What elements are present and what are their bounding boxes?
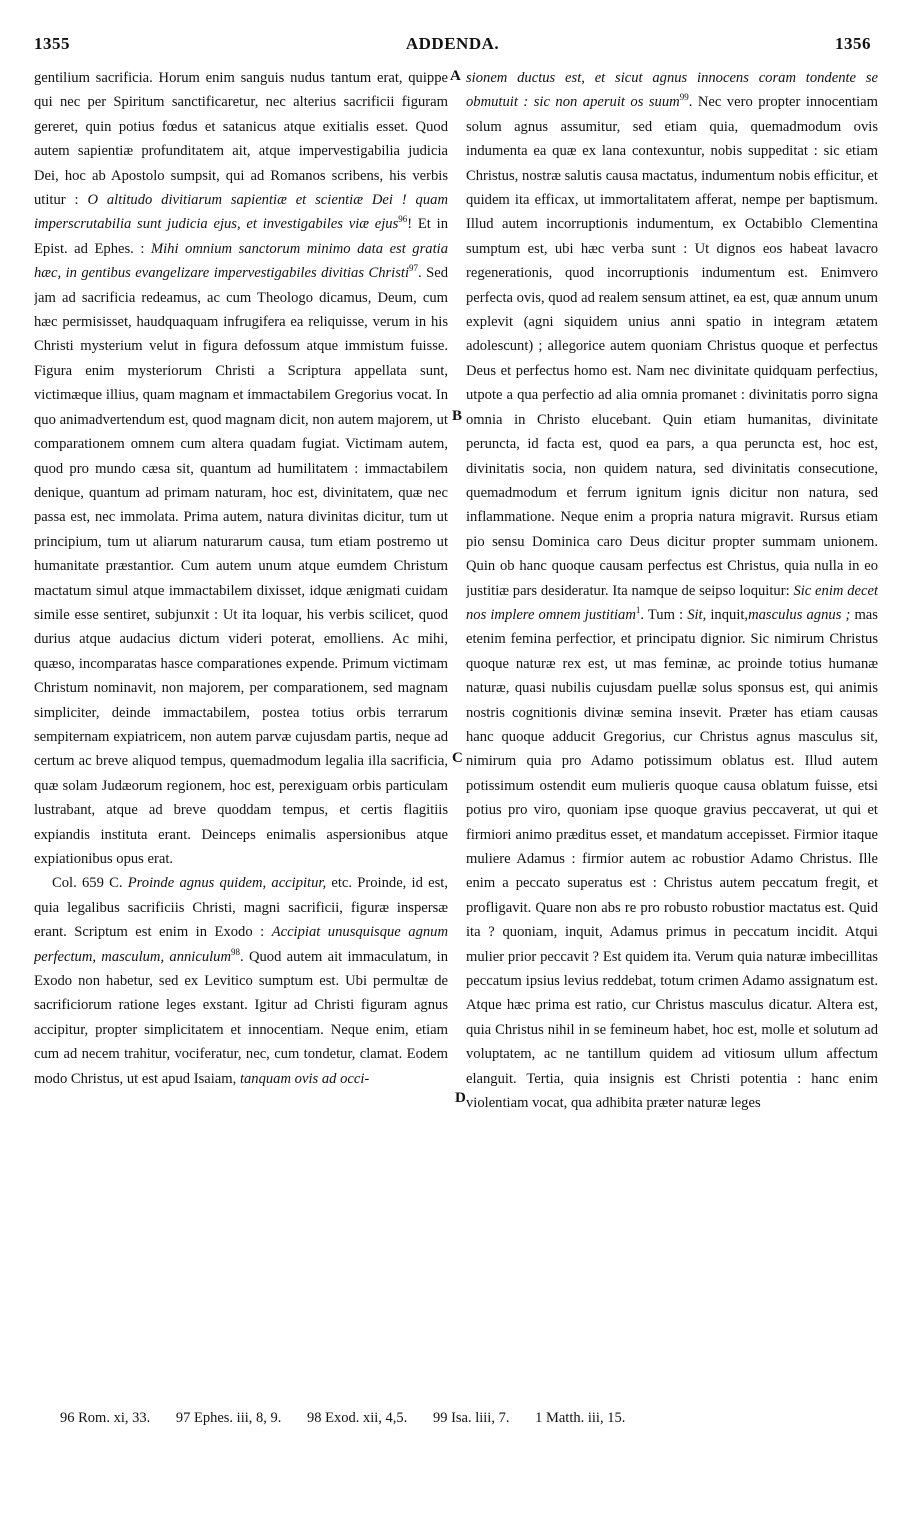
text-run: . Sed jam ad sacrificia redeamus, ac cum Theologo dicamus, Deum, cum hæc permisisset, haudquaquam infrugifera ea reliquisse, verum in his Christi mysterium velut in figura defossum atque immistum fuisse. Figura enim mysteriorum Christi a Scriptura appellata sunt, victimæque illius, quam magnam et immactabilem Gregorius vocat. In quo animadvertendum est, quod magnam dicit, non autem majorem, ut comparationem omnem cum altera quadam fugiat. Victimam autem, quod pro mundo cæsa sit, quantum ad humilitatem : immactabilem denique, quantum ad primam naturam, hoc est, divinitatem, quæ nec passa est, nec immolata. Prima autem, natura divinitas dicitur, tum ut principium, tum ut aliarum naturarum causa, tum etiam postremo ut humanitate præstantior. Cum autem unum atque eumdem Christum mactatum simul atque immactabilem dixisset, idque ænigmati cuidam simile esse sentiret, subjunxit : Ut ita loquar, his verbis scilicet, quod durius atque audacius dictum videri poterat, emolliens. Ac mihi, quæso, incomparatas hasce comparationes expende. Primum victimam Christum nominavit, non majorem, per comparationem, sed magnam simpliciter, deinde immactabilem, postea totius orbis terrarum sempiternam expiatricem, non autem parvæ cujusdam partis, neque ad certum ac breve aliquod tempus, quemadmodum legalia illa sacrificia, quæ solam Judæorum regionem, hoc est, perexiguam orbis particulam lustrabant, atque ad breve quoddam tempus, et certis flagitiis expiandis instituta erant. Deinceps enimalis aspersionibus atque expiationibus opus erat.	[34, 265, 448, 867]
left-column	[34, 66, 448, 1386]
left-page-number: 1355	[34, 34, 70, 53]
margin-marker-b: B	[452, 408, 463, 424]
footnote-ref-98: 98	[231, 946, 241, 957]
right-column	[466, 66, 878, 1386]
footnote-ref-96: 96	[398, 214, 408, 225]
margin-marker-a: A	[450, 68, 461, 84]
right-paragraph-1	[466, 66, 878, 1115]
right-page-number: 1356	[835, 34, 871, 53]
italic-quote: O altitudo divitiarum sapientiæ et scientiæ Dei ! quam imperscrutabilia sunt judicia ejus, et investigabiles viæ ejus	[34, 192, 448, 233]
text-run: ! Et in Epist. ad Ephes. :	[34, 216, 448, 257]
italic-quote: tanquam ovis ad occi-	[239, 1070, 370, 1087]
footnote: 99 Isa. liii, 7.	[432, 1410, 510, 1426]
running-title: ADDENDA.	[405, 34, 500, 53]
footnotes	[60, 1408, 831, 1428]
column-reference: Col. 659 C.	[52, 875, 123, 892]
footnote: 97 Ephes. iii, 8, 9.	[175, 1410, 282, 1426]
italic-quote: Accipiat unusquisque agnum perfectum, masculum, anniculum	[34, 924, 448, 965]
text-run: . Quod autem ait immaculatum, in Exodo non habetur, sed ex Levitico sumptum est. Ubi permultæ de sacrificiorum ratione leges exstant. Igitur ad Christi figuram agnus accipitur, propter simplicitatem et innocentiam. Neque enim, etiam cum ad necem trahitur, vociferatur, nec, cum tondetur, clamat. Eodem modo Christus, ut est apud Isaiam,	[34, 948, 448, 1087]
text-run: gentilium sacrificia. Horum enim sanguis nudus tantum erat, quippe qui nec per Spiritum sanctificaretur, nec alterius sacrificii figuram gereret, quin potius fœdus et satanicus atque exitialis esset. Quod autem sapientiæ profunditatem ait, atque impervestigabilia judicia Dei, hoc ab Apostolo sumpsit, qui ad Romanos scribens, his verbis utitur :	[34, 70, 448, 209]
footnote: 1 Matth. iii, 15.	[535, 1410, 626, 1426]
margin-marker-c: C	[452, 750, 463, 766]
page-header	[34, 34, 871, 60]
text-run: etc. Proinde, id est, quia legalibus sacrificiis Christi, magni sacrificii, figuræ inspersæ erant. Scriptum est enim in Exodo :	[34, 875, 448, 941]
italic-quote: sionem ductus est, et sicut agnus innocens coram tondente se obmutuit : sic non aperuit os suum	[466, 70, 878, 111]
italic-quote: masculus agnus ;	[748, 606, 851, 623]
footnote-ref-1: 1	[635, 605, 641, 616]
text-run: . Tum :	[640, 606, 684, 623]
italic-quote: Mihi omnium sanctorum minimo data est gratia hæc, in gentibus evangelizare impervestigabiles divitias Christi	[34, 240, 448, 282]
text-run: mas etenim femina perfectior, et principatu dignior. Sic nimirum Christus quoque naturæ rex est, ut mas feminæ, ac proinde totius humanæ naturæ, quasi nubilis cujusdam puellæ solus sponsus est, qui animis nostris cognitionis divinæ semina insevit. Præter has etiam causas hanc quoque adducit Gregorius, cur Christus agnus masculus sit, nimirum quia pro Adamo potissimum oblatus est. Illud autem potissimum ostendit eum mulieris quoque causa oblatum fuisse, etsi potius pro viro, quoniam ipse quoque gravius peccaverat, ut qui et firmiori animo præditus esset, et mandatum accepisset. Firmior itaque muliere Adamus : firmior autem ac robustior Adamo Christus. Ille enim a peccato superatus est : Christus autem peccatum fregit, et profligavit. Quare non abs re pro robusto robustior mactatus est. Quid ita ? quoniam, inquit, Adamus primus in peccatum incidit. Atqui mulier prior peccavit ? Est quidem ita. Verum quia naturæ imbecillitas peccatum ipsius levius reddebat, totum crimen Adamo assignatum est. Atque hæc prima est ratio, cur Christus masculus dicatur. Altera est, quia Christus nihil in se femineum habet, hoc est, molle et solutum ad voluptatem, ac ne tantillum quidem ad vitiosum ullum affectum elanguit. Tertia, quia insignis est Christi potentia : hanc enim violentiam vocat, qua adhibita præter naturæ leges	[466, 606, 878, 1112]
margin-marker-d: D	[455, 1090, 466, 1106]
italic-quote: Sic enim decet nos implere omnem justitiam	[466, 582, 878, 623]
italic-lemma: Proinde agnus quidem, accipitur,	[127, 875, 327, 892]
footnote: 98 Exod. xii, 4,5.	[307, 1410, 408, 1426]
left-paragraph-2	[34, 871, 448, 1091]
footnote-ref-99: 99	[679, 92, 689, 103]
text-run: . Nec vero propter innocentiam solum agnus assumitur, sed etiam quia, quemadmodum ovis indumenta ea quæ ex lana contexuntur, nobis suppeditat : sic etiam Christus, nostræ salutis causa mactatus, indumentum nobis efficitur, et quidem ita efficax, ut immortalitatem afferat, nempe per baptismum. Illud autem incorruptionis indumentum, ex Octabiblo Clementina sumptum est, ubi hæc verba sunt : Ut dignos eos habeat lavacro regenerationis, quod incorruptionis indumentum est. Enimvero perfecta ovis, quod ad realem sensum attinet, ea est, quæ annum unum explevit (agni siquidem unius anni spatio in integram ætatem adolescunt) ; allegorice autem quoniam Christus quoque et perfectus Deus et perfectus homo est. Nam nec divinitate quidquam perfectius, utpote a qua perfectio ad alia omnia promanet : divinitatis porro signa omnia in Christo elucebant. Quin etiam humanitas, divinitate peruncta, id facta est, quod ea pars, a qua peruncta est, hoc est, divinitatis socia, non quidem natura, sed divinitatis consecutione, quemadmodum et ferrum ignitum ignis dicitur non natura, sed inflammatione. Neque enim a propria natura migravit. Rursus etiam pio sensu Dominica caro Deus dicitur propter summam unionem. Quin ob hanc quoque causam perfectus est Christus, quia nulla in eo justitiæ pars desideratur. Ita namque de seipso loquitur:	[466, 94, 878, 599]
left-paragraph-1	[34, 66, 448, 871]
italic-quote: Sit,	[687, 606, 707, 623]
text-run: inquit,	[710, 606, 749, 623]
footnote: 96 Rom. xi, 33.	[60, 1410, 151, 1426]
footnote-ref-97: 97	[409, 263, 419, 274]
